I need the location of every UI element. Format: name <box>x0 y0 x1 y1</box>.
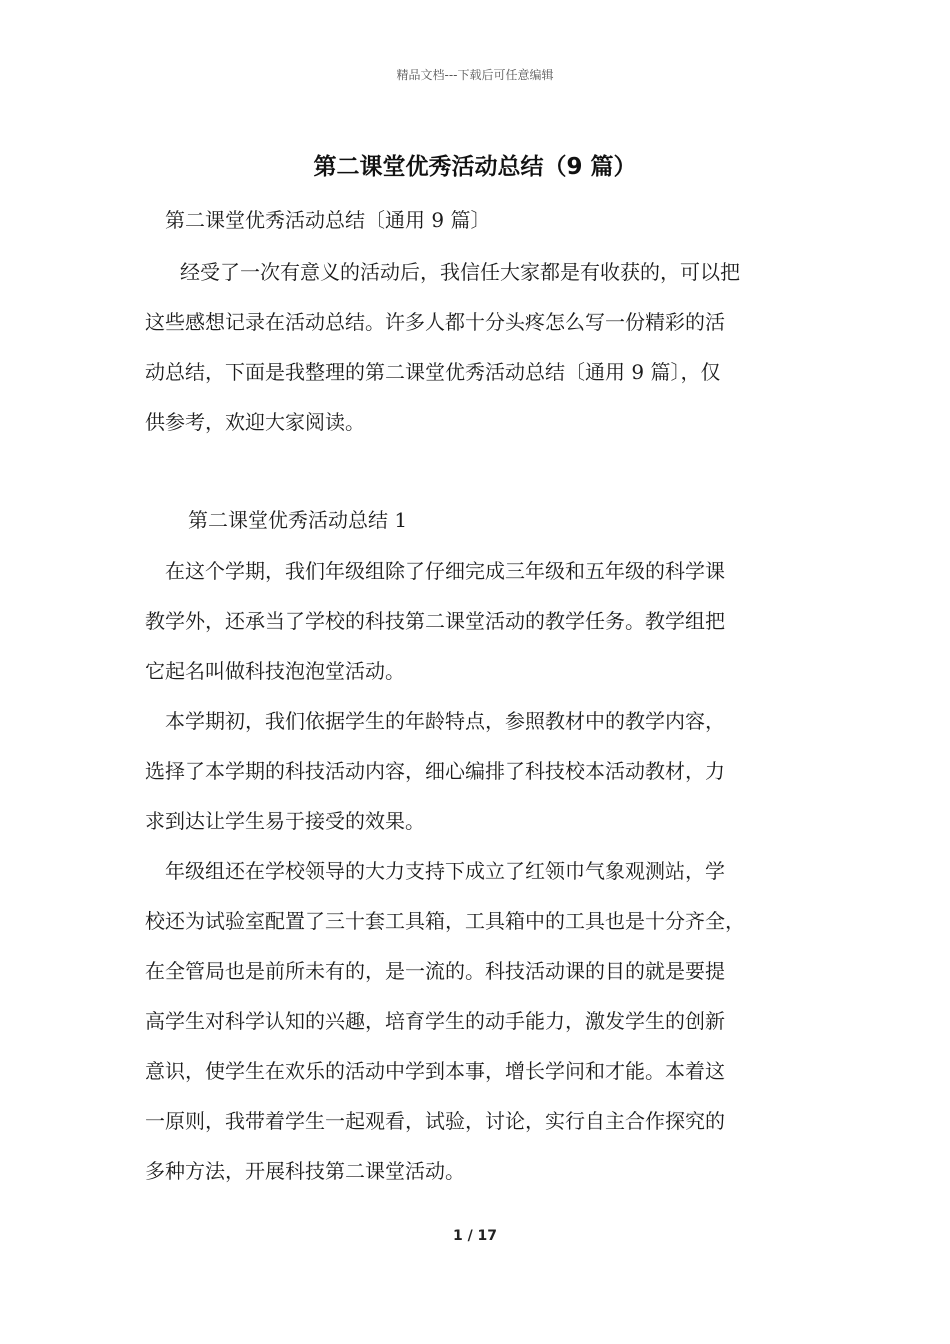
intro-line: 供参考，欢迎大家阅读。 <box>145 410 365 434</box>
paragraph-line: 高学生对科学认知的兴趣，培育学生的动手能力，激发学生的创新 <box>145 1009 725 1033</box>
paragraph-line: 年级组还在学校领导的大力支持下成立了红领巾气象观测站，学 <box>165 859 725 883</box>
paragraph-line: 一原则，我带着学生一起观看，试验，讨论，实行自主合作探究的 <box>145 1109 725 1133</box>
paragraph-line: 意识，使学生在欢乐的活动中学到本事，增长学问和才能。本着这 <box>145 1059 725 1083</box>
paragraph-line: 教学外，还承当了学校的科技第二课堂活动的教学任务。教学组把 <box>145 609 725 633</box>
paragraph-line: 在这个学期，我们年级组除了仔细完成三年级和五年级的科学课 <box>165 559 725 583</box>
paragraph-line: 在全管局也是前所未有的，是一流的。科技活动课的目的就是要提 <box>145 959 725 983</box>
section-heading: 第二课堂优秀活动总结 1 <box>188 508 408 532</box>
page-number: 1 / 17 <box>452 1228 498 1244</box>
subtitle: 第二课堂优秀活动总结〔通用 9 篇〕 <box>165 208 491 232</box>
paragraph-line: 求到达让学生易于接受的效果。 <box>145 809 425 833</box>
paragraph-line: 本学期初，我们依据学生的年龄特点，参照教材中的教学内容， <box>165 709 725 733</box>
paragraph-line: 它起名叫做科技泡泡堂活动。 <box>145 659 405 683</box>
paragraph-line: 校还为试验室配置了三十套工具箱，工具箱中的工具也是十分齐全， <box>145 909 745 933</box>
intro-line: 经受了一次有意义的活动后，我信任大家都是有收获的，可以把 <box>180 260 740 284</box>
intro-line: 动总结，下面是我整理的第二课堂优秀活动总结〔通用 9 篇〕，仅 <box>145 360 721 384</box>
paragraph-line: 选择了本学期的科技活动内容，细心编排了科技校本活动教材，力 <box>145 759 725 783</box>
page-header: 精品文档---下载后可任意编辑 <box>396 68 554 82</box>
paragraph-line: 多种方法，开展科技第二课堂活动。 <box>145 1159 465 1183</box>
intro-line: 这些感想记录在活动总结。许多人都十分头疼怎么写一份精彩的活 <box>145 310 725 334</box>
document-title: 第二课堂优秀活动总结（9 篇） <box>313 154 637 180</box>
